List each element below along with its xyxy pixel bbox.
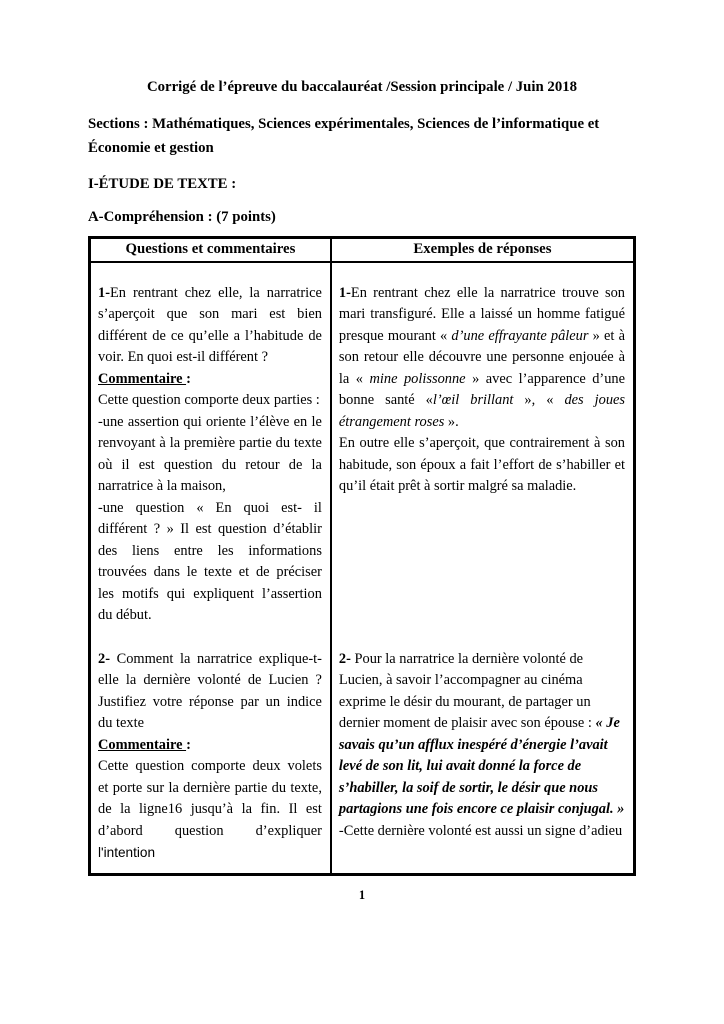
question-1-text: 1-En rentrant chez elle, la narratrice s’aperçoit que son mari est bien différent de ce qu’elle a l’habitude de voir. En quoi est-il différent ?: [98, 284, 322, 366]
part-heading: I-ÉTUDE DE TEXTE :: [88, 175, 237, 192]
col-header-questions: Questions et commentaires: [90, 237, 331, 262]
commentaire-1-paragraph-1: Cette question comporte deux parties :: [98, 392, 320, 409]
answer-2-cell: [331, 635, 635, 875]
table-row-question-2: [90, 635, 635, 875]
qa-table: [88, 236, 636, 876]
sections-line: Sections : Mathématiques, Sciences expérimentales, Sciences de l’informatique et Économie et gestion: [88, 115, 600, 156]
answer-2-paragraph-2: -Cette dernière volonté est aussi un signe d’adieu: [338, 822, 623, 839]
commentaire-2-paragraph-1: Cette question comporte deux volets et porte sur la dernière partie du texte, de la ligne16 jusqu’à la fin. Il est d’abord question d’expliquer l'intention: [98, 758, 322, 861]
table-row-question-1: [90, 262, 635, 635]
document-title: Corrigé de l’épreuve du baccalauréat /Session principale / Juin 2018: [146, 79, 578, 95]
table-header-row: [90, 237, 635, 262]
commentaire-1-label: Commentaire :: [98, 370, 191, 387]
question-2-cell: [90, 635, 331, 875]
answer-2-paragraph-1: 2- Pour la narratrice la dernière volonté de Lucien, à savoir l’accompagner au cinéma exprime le désir du mourant, de partager un dernier moment de plaisir avec son épouse : « Je savais qu’un afflux inespéré d’énergie l’avait levé de son lit, lui avait donné la force de s’habiller, la soif de sortir, le désir que nous partagions une fois encore ce plaisir conjugal. »: [338, 650, 625, 818]
commentaire-1-paragraph-2: -une assertion qui oriente l’élève en le renvoyant à la première partie du texte où il est question du retour de la narratrice à la maison,: [98, 413, 322, 495]
question-1-cell: [90, 262, 331, 635]
answer-1-paragraph-1: 1-En rentrant chez elle la narratrice trouve son mari transfiguré. Elle a laissé un homme fatigué presque mourant « d’une effrayante pâleur » et à son retour elle découvre une personne enjouée à la « mine polissonne » avec l’apparence d’une bonne santé «l’œil brillant », « des joues étrangement roses ».: [338, 284, 626, 430]
commentaire-1-paragraph-3: -une question « En quoi est- il différent ? » Il est question d’établir des liens entre les informations trouvées dans le texte et de préciser les motifs qui expliquent l’assertion du début.: [98, 499, 322, 624]
commentaire-2-label: Commentaire :: [98, 736, 191, 753]
question-2-text: 2- Comment la narratrice explique-t-elle la dernière volonté de Lucien ? Justifiez votre réponse par un indice du texte: [98, 650, 322, 732]
page-number: 1: [358, 887, 366, 902]
comprehension-heading: A-Compréhension : (7 points): [88, 208, 276, 225]
answer-1-paragraph-2: En outre elle s’aperçoit, que contrairement à son habitude, son époux a fait l’effort de s’habiller et qu’il était prêt à sortir malgré sa maladie.: [338, 435, 625, 495]
col-header-answers: Exemples de réponses: [331, 237, 635, 262]
answer-1-cell: [331, 262, 635, 635]
